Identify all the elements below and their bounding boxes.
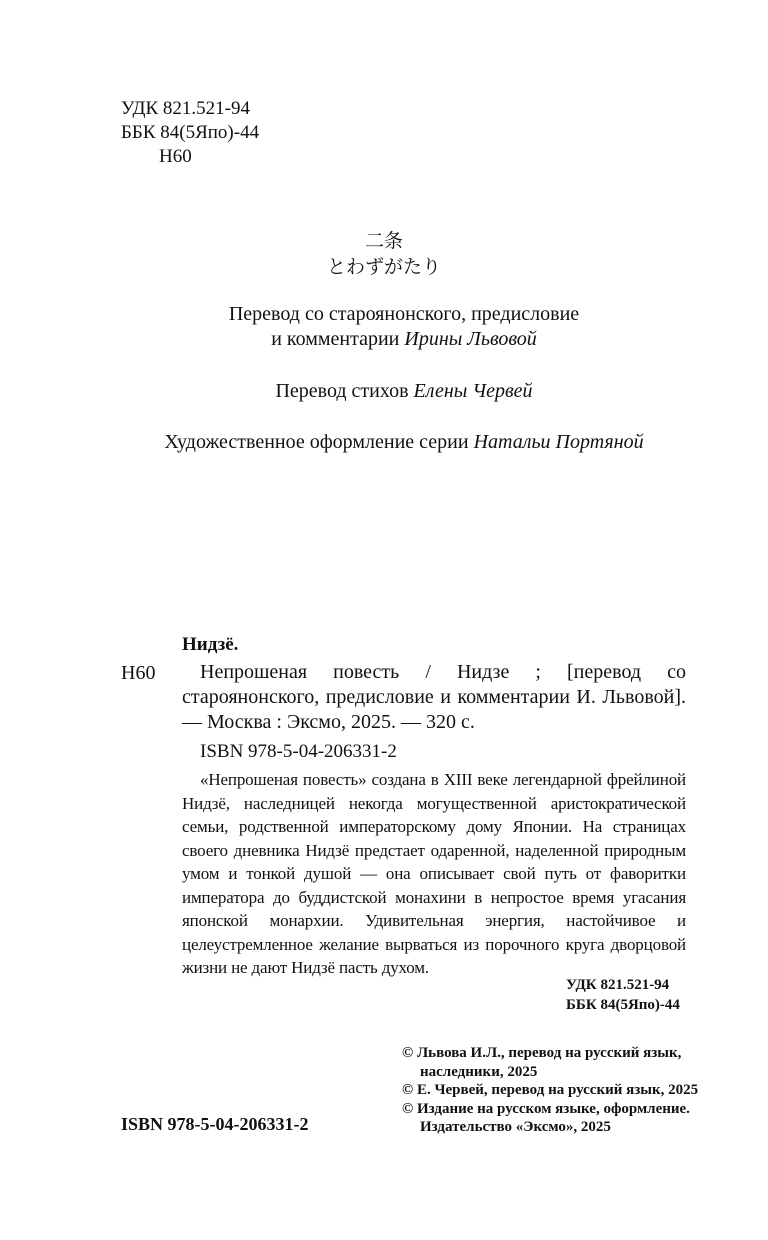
bottom-bbk: ББК 84(5Япо)-44 <box>566 997 680 1013</box>
design-credit <box>0 430 768 455</box>
japanese-title-line2: とわずがたり <box>326 256 441 278</box>
japanese-title-line1: 二条 <box>364 230 403 252</box>
bottom-udk: УДК 821.521-94 <box>566 977 670 993</box>
design-credit-prefix: Художественное оформление серии <box>164 431 469 453</box>
bibliographic-description <box>182 660 686 735</box>
udk-code: УДК 821.521-94 <box>121 98 250 119</box>
verse-credit-prefix: Перевод стихов <box>275 380 409 402</box>
verse-credit <box>0 379 768 404</box>
bbk-code: ББК 84(5Япо)-44 <box>121 122 260 143</box>
copyright-line3: © Издание на русском языке, оформление. <box>402 1100 690 1117</box>
author-mark: Н60 <box>159 146 192 167</box>
author-code-left: Н60 <box>121 662 156 684</box>
copyright-line1b: наследники, 2025 <box>420 1063 538 1080</box>
annotation: «Непрошеная повесть» создана в XIII веке легендарной фрейлиной Нидзё, наследницей некогда могущественной аристократической семьи, родственной императорскому дому Японии. На страницах своего дневника Нидзё предстает одаренной, наделенной природным умом и тонкой душой — она описывает свой путь от фаворитки императора до буддистской монахини в непростое время угасания японской монархии. Удивительная энергия, настойчивое и целеустремленное желание вырваться из порочного круга дворцовой жизни не дают Нидзё пасть духом. <box>182 770 686 977</box>
translator-name: Ирины Львовой <box>404 328 537 350</box>
translation-credit-line1: Перевод со староянонского, предисловие <box>228 303 580 325</box>
bibliographic-text: Непрошеная повесть / Нидзе ; [перевод со староянонского, предисловие и комментарии И. Львовой]. — Москва : Эксмо, 2025. — 320 с. <box>182 661 686 733</box>
copyright-line3b: Издательство «Эксмо», 2025 <box>420 1119 611 1135</box>
designer-name: Натальи Портяной <box>473 431 644 453</box>
author-heading: Нидзё. <box>182 634 239 655</box>
translation-credit-prefix: и комментарии <box>271 328 400 350</box>
copyright-line1: © Львова И.Л., перевод на русский язык, <box>402 1045 682 1061</box>
copyright-line2: © Е. Червей, перевод на русский язык, 2025 <box>402 1082 699 1098</box>
translation-credit-line2 <box>0 327 768 352</box>
japanese-title <box>0 228 768 280</box>
copyright-block <box>402 1044 698 1137</box>
bottom-classification <box>566 975 680 1015</box>
isbn-bottom: ISBN 978-5-04-206331-2 <box>121 1114 309 1134</box>
isbn-line: ISBN 978-5-04-206331-2 <box>200 741 397 762</box>
classification-block <box>121 97 259 169</box>
translation-credit <box>0 302 768 352</box>
verse-translator-name: Елены Червей <box>413 380 533 402</box>
